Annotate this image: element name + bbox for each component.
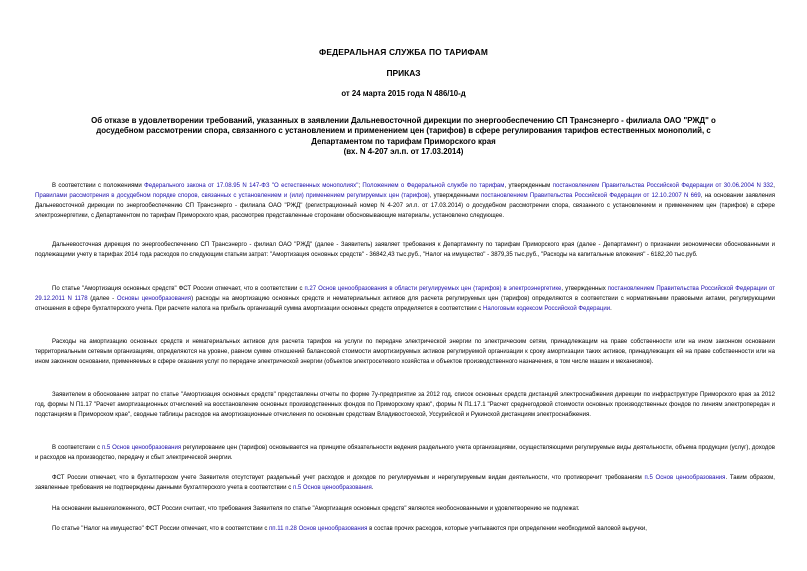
document-type: ПРИКАЗ: [386, 68, 421, 78]
text: , утвержденных: [561, 286, 608, 292]
tax-code-link[interactable]: Налоговым кодексом Российской Федерации: [482, 305, 611, 312]
pricing-basics-link[interactable]: п.27 Основ ценообразования в области регулируемых цен (тарифов) в электроэнергетике: [304, 286, 562, 292]
paragraph-5: Заявителем в обоснование затрат по статье "Амортизация основных средств" представлены отчеты по форме 7у-предприятие за 2012 год, список основных средств дистанций электроснабжения дирекции по инфраструктуре Приморского края за 2012 год, формы N П1.17 "Расчет амортизационных отчислений на восстановление основных производственных фондов по Приморскому краю", формы N П1.17.1 "Расчет среднегодовой стоимости основных производственных фондов по линиям электропередач и подстанциям в Приморском крае", сводные таблицы расходов на амортизационные отчисления по основным средствам Владивостокской, Уссурийской и Рукинской дистанциям электроснабжения.: [35, 392, 775, 418]
text: ;: [358, 183, 363, 189]
text: .: [371, 484, 374, 491]
text: ,: [773, 183, 775, 189]
pricing-basics-link[interactable]: п.5 Основ ценообразования: [292, 484, 372, 491]
decree-link[interactable]: постановлением Правительства Российской Федерации от 29.12.2011 N 1178: [35, 286, 775, 302]
pricing-basics-link[interactable]: пп.11 п.28 Основ ценообразования: [269, 526, 368, 532]
law-link[interactable]: Федерального закона от 17.08.95 N 147-ФЗ "О естественных монополиях": [144, 183, 359, 189]
text: , утвержденным: [504, 183, 553, 189]
decree-link[interactable]: постановлением Правительства Российской Федерации от 12.10.2007 N 669: [481, 192, 701, 199]
paragraph-2: Дальневосточная дирекция по энергообеспечению СП Трансэнерго - филиал ОАО "РЖД" (далее - Заявитель) заявляет требования к Департаменту по тарифам Приморского края (далее - Департамент) о признании экономически обоснованными и подлежащими учету в тарифах 2014 года расходов по следующим статьям затрат: "Амортизация основных средств" - 36842,43 тыс.руб., "Налог на имущество" - 3879,35 тыс.руб., "Расходы на капитальные вложения" - 6182,20 тыс.руб.: [35, 242, 775, 258]
pricing-basics-link[interactable]: п.5 Основ ценообразования: [101, 445, 182, 451]
pricing-basics-link[interactable]: Основы ценообразования: [116, 295, 192, 302]
paragraph-3: [35, 285, 775, 315]
paragraph-6: [35, 444, 775, 464]
text: регулирование цен (тарифов) основывается на принципе обязательности ведения раздельного учета организациями, осуществляющими регулируемые виды деятельности, объема продукции (услуг), доходов и расходов на производство, передачу и сбыт электрической энергии.: [35, 445, 775, 461]
text: .: [610, 305, 612, 312]
decree-link[interactable]: постановлением Правительства Российской Федерации от 30.06.2004 N 332: [552, 183, 774, 189]
paragraph-8: На основании вышеизложенного, ФСТ России считает, что требования Заявителя по статье "Амортизация основных средств" являются необоснованными и удовлетворению не подлежат.: [52, 506, 580, 512]
title-line: досудебном рассмотрении спора, связанного с установлением и применением цен (тарифов) в сфере регулирования тарифов естественных монополий, с: [96, 126, 711, 136]
text: В соответствии с: [52, 445, 102, 451]
paragraph-4: Расходы на амортизацию основных средств и нематериальных активов для расчета тарифов на услуги по передаче электрической энергии по электрическим сетям, принадлежащим на праве собственности или на ином законном основании территориальным сетевым организациям, определяются на уровне, равном сумме отношений балансовой стоимости амортизируемых активов регулируемой организации к сроку амортизации таких активов, принадлежащих ей на праве собственности или на ином законном основании, применяемых в сфере оказания услуг по передаче электрической энергии (объектов электросетевого хозяйства и объектов производственного назначения, в том числе машин и механизмов).: [35, 339, 775, 365]
text: По статье "Налог на имущество" ФСТ России отмечает, что в соответствии с: [52, 526, 270, 532]
paragraph-7: [35, 474, 775, 494]
paragraph-1: [35, 182, 775, 222]
text: ) расходы на амортизацию основных средств и нематериальных активов для расчета регулируемых цен (тарифов) определяются в соответствии с нормативными правовыми актами, регулирующими отношения в сфере бухгалтерского учета. При расчете налога на прибыль организаций сумма амортизации основных средств определяется в соответствии с: [35, 295, 775, 312]
text: По статье "Амортизация основных средств" ФСТ России отмечает, что в соответствии с: [52, 286, 305, 292]
rules-link[interactable]: Правилами рассмотрения в досудебном порядке споров, связанных с установлением и (или) применением регулируемых цен (тарифов): [35, 192, 430, 199]
text: ФСТ России отмечает, что в бухгалтерском учете Заявителя отсутствует раздельный учет расходов и доходов по регулируемым и нерегулируемым видам деятельности, что противоречит требованиям: [52, 475, 645, 481]
text: , утвержденными: [429, 192, 482, 199]
document-title: [30, 116, 777, 158]
title-line: (вх. N 4-207 эл.п. от 17.03.2014): [343, 147, 464, 157]
title-line: Департаментом по тарифам Приморского края: [311, 136, 496, 146]
text: В соответствии с положениями: [52, 183, 145, 189]
paragraph-9: [35, 525, 775, 535]
regulation-link[interactable]: Положением о Федеральной службе по тарифам: [362, 183, 505, 189]
document-date-number: от 24 марта 2015 года N 486/10-д: [341, 89, 466, 98]
agency-name: ФЕДЕРАЛЬНАЯ СЛУЖБА ПО ТАРИФАМ: [318, 47, 489, 57]
text: в состав прочих расходов, которые учитываются при определении необходимой валовой выручки,: [367, 526, 647, 532]
text: , на основании заявления Дальневосточной дирекции по энергообеспечению СП Трансэнерго - филиала ОАО "РЖД" (регистрационный номер N 4-207 эл.п. от 17.03.2014) о досудебном рассмотрении спора, связанного с установлением и применением цен (тарифов) в сфере электроэнергетики, с Департаментом по тарифам Приморского края, рассмотрев представленные сторонами обосновывающие материалы, установлено следующее.: [35, 192, 775, 219]
title-line: Об отказе в удовлетворении требований, указанных в заявлении Дальневосточной дирекции по энергообеспечению СП Трансэнерго - филиала ОАО "РЖД" о: [91, 116, 716, 125]
pricing-basics-link[interactable]: п.5 Основ ценообразования: [644, 475, 726, 481]
text: . Таким образом, заявленные требования не подтверждены данными бухгалтерского учета в соответствии с: [35, 475, 775, 491]
text: (далее -: [87, 295, 117, 302]
